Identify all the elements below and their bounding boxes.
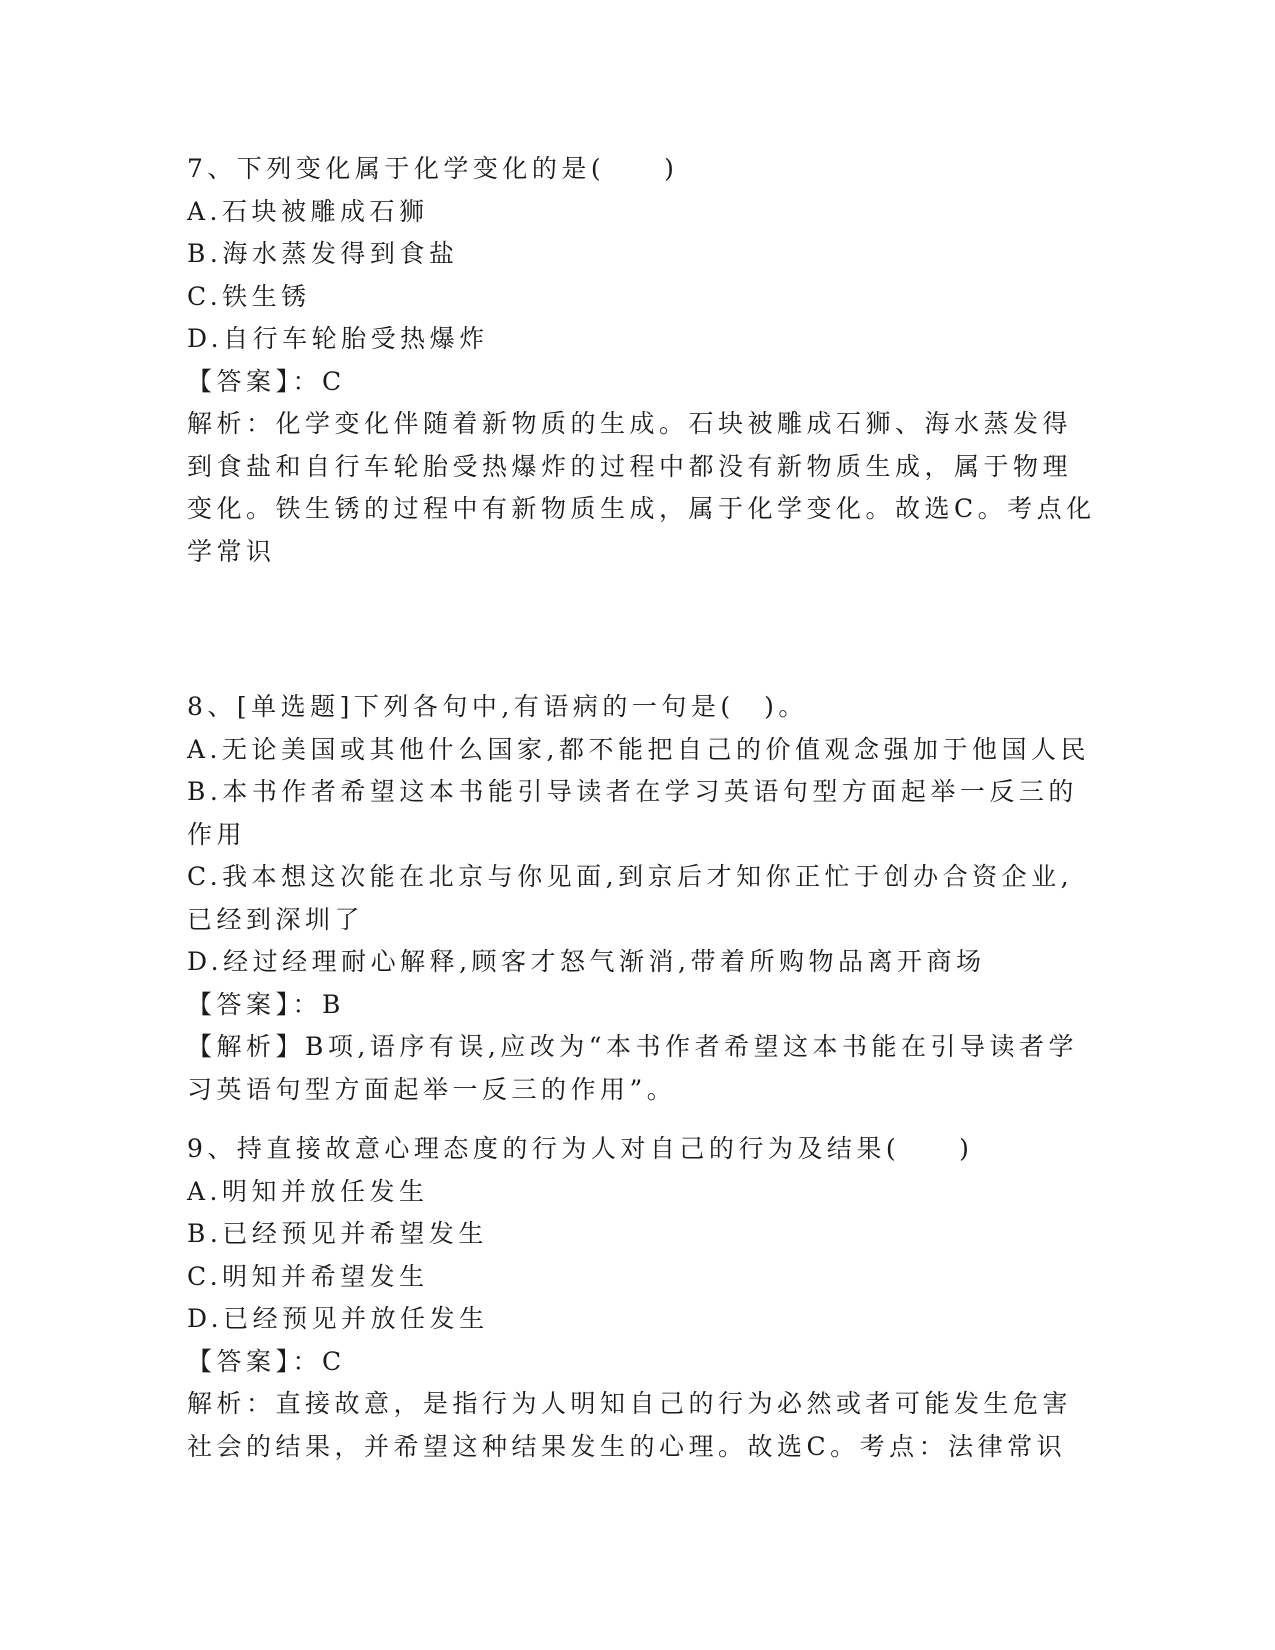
option-d: D.经过经理耐心解释,顾客才怒气渐消,带着所购物品离开商场 (187, 947, 986, 976)
option-d: D.已经预见并放任发生 (187, 1304, 489, 1333)
answer-line: 【答案】：C (187, 1346, 346, 1376)
option-d: D.自行车轮胎受热爆炸 (187, 324, 489, 353)
option-c: C.我本想这次能在北京与你见面,到京后才知你正忙于创办合资企业, (187, 862, 1074, 891)
option-c: C.明知并希望发生 (187, 1261, 429, 1291)
option-c: C.铁生锈 (187, 281, 311, 311)
question-stem: 7、下列变化属于化学变化的是( ) (187, 154, 679, 183)
answer-line: 【答案】：B (187, 989, 345, 1019)
analysis-line: 习英语句型方面起举一反三的作用”。 (187, 1074, 677, 1104)
question-8 (187, 686, 1090, 1111)
option-b-continued: 作用 (187, 819, 247, 849)
analysis-line: 【解析】B项,语序有误,应改为“本书作者希望这本书能在引导读者学 (187, 1032, 1079, 1061)
analysis-line: 社会的结果，并希望这种结果发生的心理。故选C。考点：法律常识 (187, 1431, 1067, 1461)
analysis-line: 变化。铁生锈的过程中有新物质生成，属于化学变化。故选C。考点化 (187, 494, 1096, 523)
option-a: A.明知并放任发生 (187, 1176, 429, 1206)
option-b: B.本书作者希望这本书能引导读者在学习英语句型方面起举一反三的 (187, 777, 1078, 806)
option-a: A.无论美国或其他什么国家,都不能把自己的价值观念强加于他国人民 (187, 734, 1090, 764)
option-b: B.海水蒸发得到食盐 (187, 239, 459, 268)
question-stem: 9、持直接故意心理态度的行为人对自己的行为及结果( ) (187, 1134, 974, 1163)
analysis-line: 解析：化学变化伴随着新物质的生成。石块被雕成石狮、海水蒸发得 (187, 409, 1073, 438)
question-9 (187, 1128, 1073, 1468)
option-b: B.已经预见并希望发生 (187, 1219, 488, 1248)
question-stem: 8、[单选题]下列各句中,有语病的一句是( )。 (187, 692, 808, 721)
analysis-line: 学常识 (187, 536, 276, 566)
analysis-line: 到食盐和自行车轮胎受热爆炸的过程中都没有新物质生成，属于物理 (187, 451, 1073, 481)
answer-line: 【答案】：C (187, 366, 346, 396)
analysis-line: 解析：直接故意，是指行为人明知自己的行为必然或者可能发生危害 (187, 1389, 1073, 1418)
question-7 (187, 148, 1096, 573)
option-a: A.石块被雕成石狮 (187, 196, 429, 226)
option-c-continued: 已经到深圳了 (187, 904, 365, 934)
